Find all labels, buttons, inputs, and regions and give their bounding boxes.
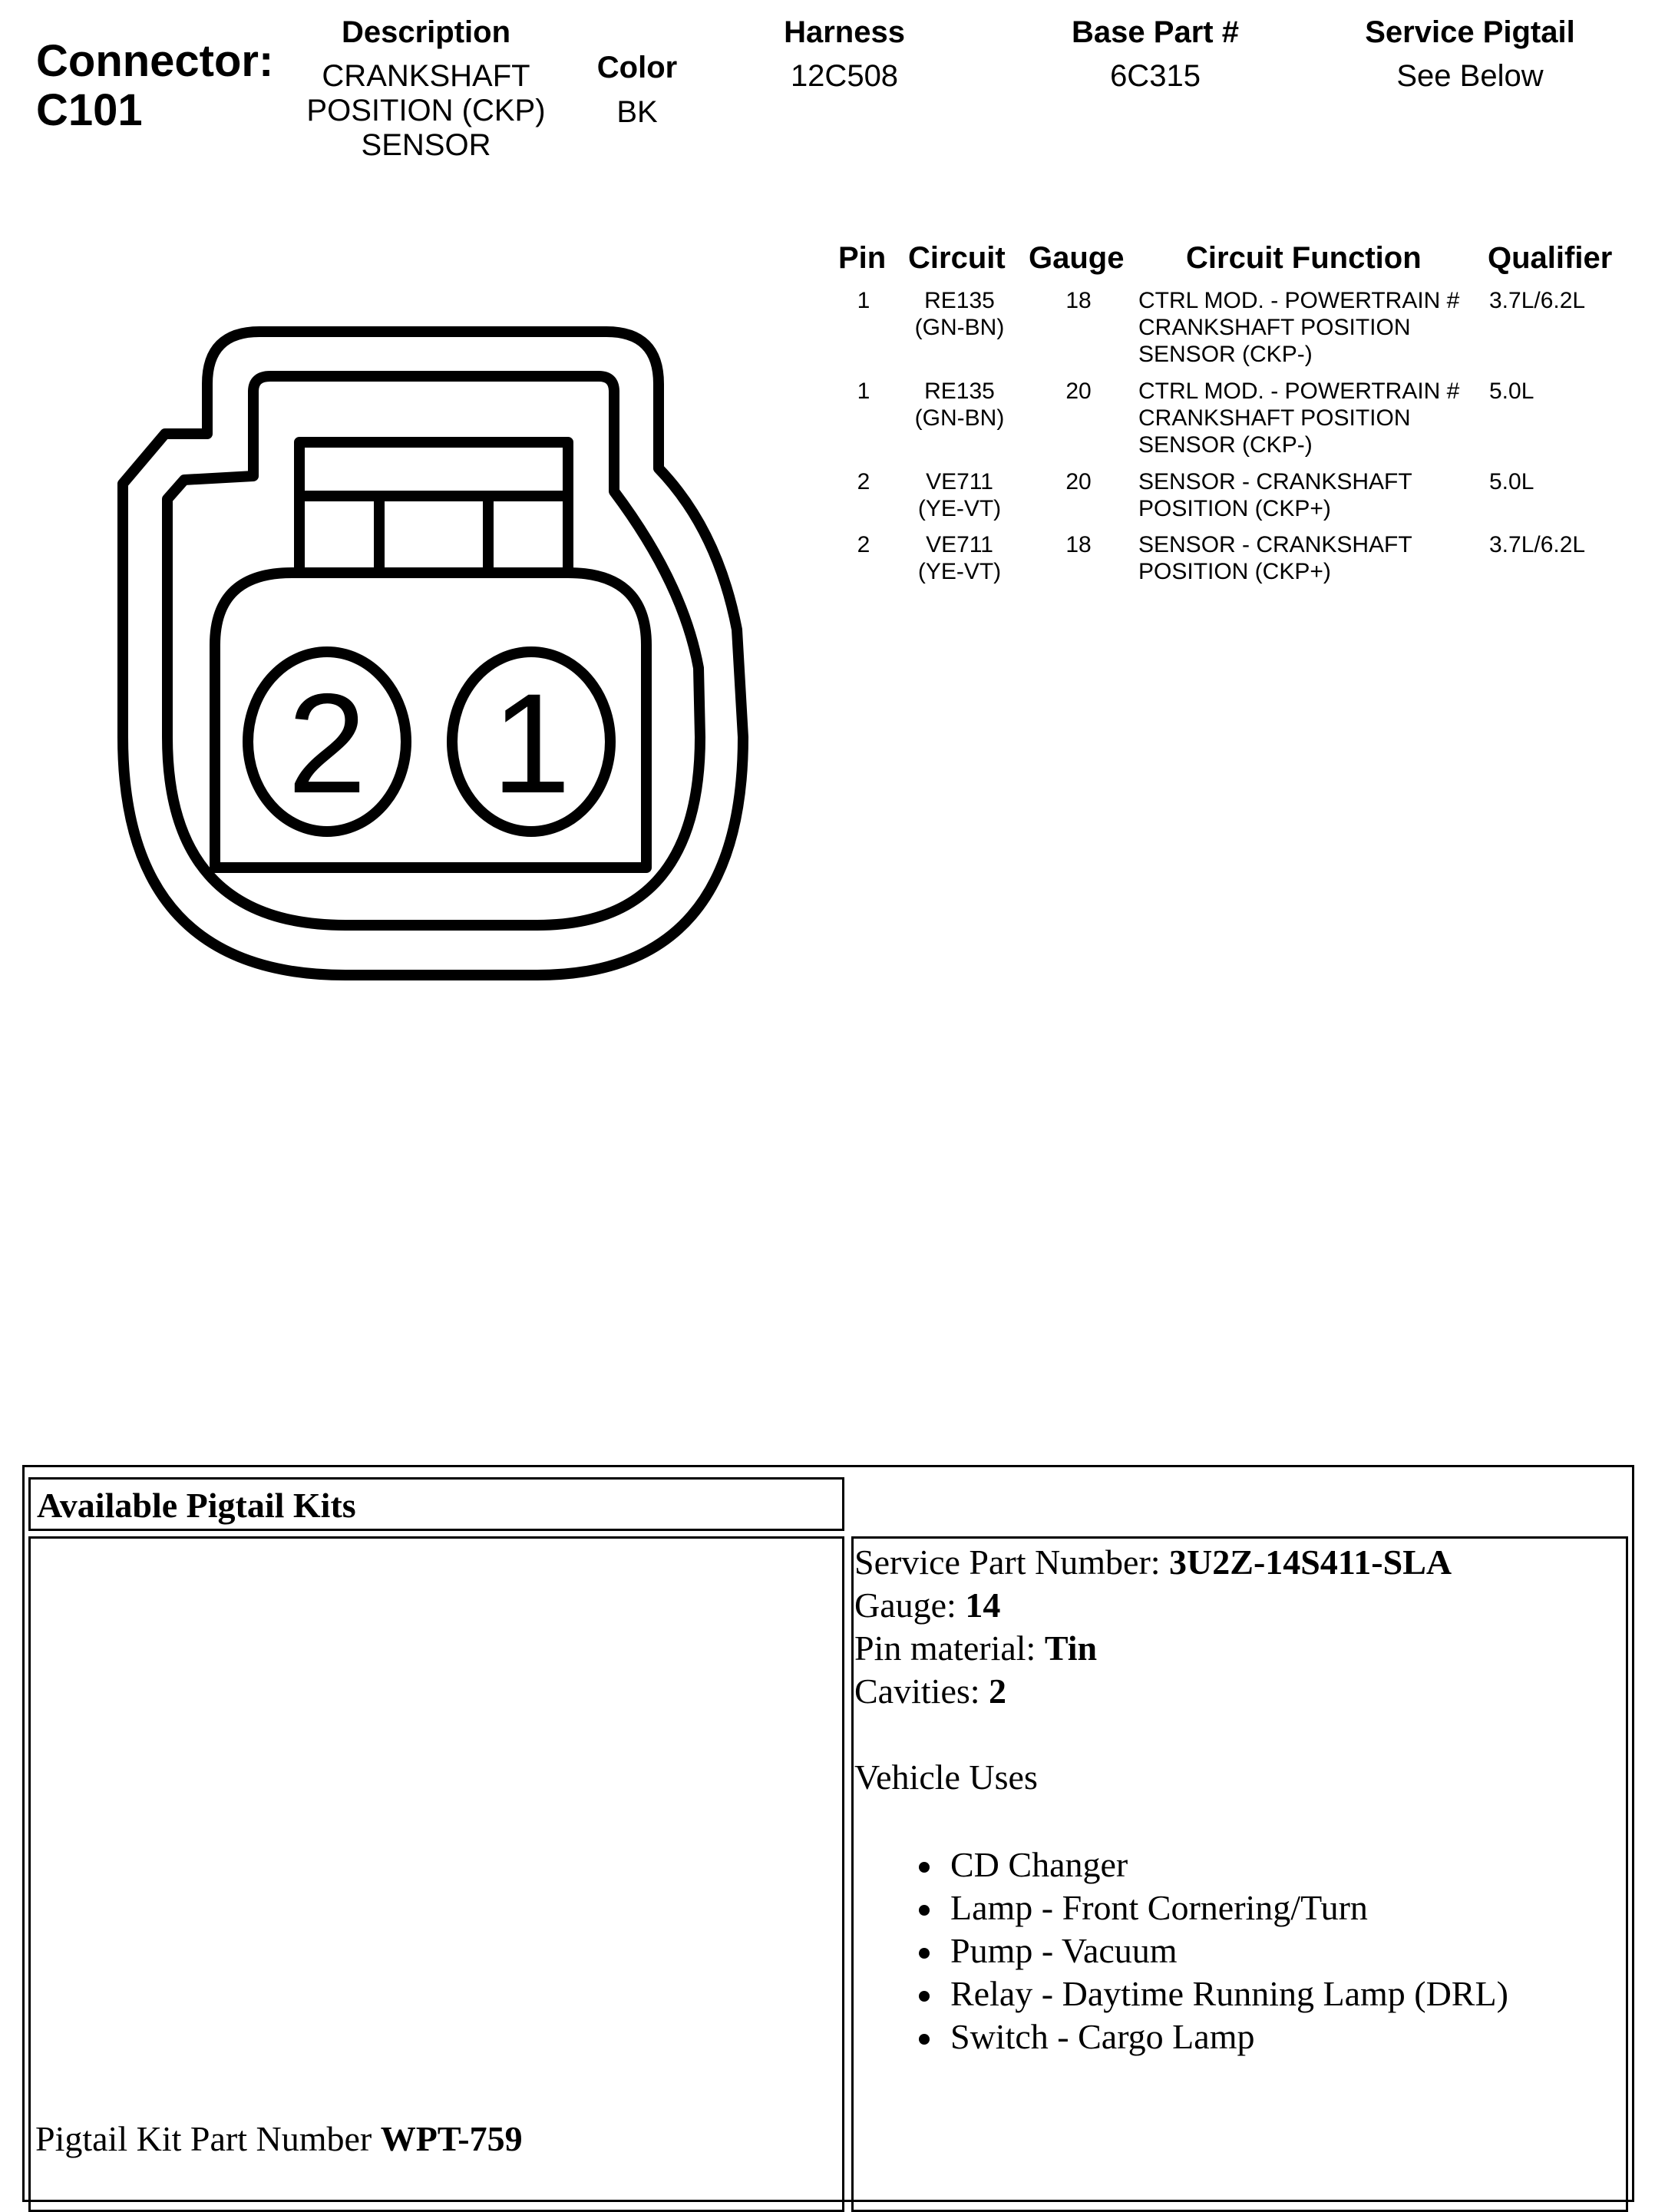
base-part-header: Base Part # (1072, 15, 1239, 49)
description-line: POSITION (CKP) (306, 94, 546, 127)
pin-number: 2 (857, 532, 870, 557)
vehicle-uses-heading: Vehicle Uses (854, 1757, 1038, 1797)
kit-part-label: Pigtail Kit Part Number (35, 2119, 381, 2158)
connector-label: Connector: (36, 36, 274, 86)
pin-material-value: Tin (1044, 1628, 1098, 1668)
circuit-code: VE711 (926, 532, 993, 557)
function-line: SENSOR (CKP-) (1138, 432, 1313, 458)
gauge-value: 18 (1065, 532, 1092, 557)
circuit-function (1138, 531, 1507, 585)
housing-inner-outline (167, 376, 700, 925)
list-item (914, 1929, 1622, 1972)
circuit-id (890, 287, 1029, 341)
qualifier-value: 5.0L (1489, 379, 1534, 404)
gauge-label: Gauge: (854, 1585, 966, 1625)
gauge-header: Gauge (1029, 241, 1125, 275)
color-header: Color (596, 51, 678, 84)
bullet-icon (919, 1991, 930, 2002)
service-pigtail-header: Service Pigtail (1365, 15, 1575, 49)
vehicle-use-label: Switch - Cargo Lamp (950, 2017, 1255, 2056)
circuit-code: VE711 (926, 469, 993, 494)
vehicle-use-label: Lamp - Front Cornering/Turn (950, 1888, 1368, 1927)
pin-number: 2 (857, 469, 870, 494)
pin-header: Pin (838, 241, 887, 275)
circuit-function (1138, 378, 1507, 458)
pigtail-kit-part-number (35, 2118, 523, 2161)
function-line: SENSOR (CKP-) (1138, 342, 1313, 367)
color-value: BK (616, 95, 658, 129)
circuit-id (890, 468, 1029, 522)
pigtail-image-cell (28, 1536, 844, 2212)
function-line: SENSOR - CRANKSHAFT (1138, 469, 1412, 494)
description-line: CRANKSHAFT (322, 59, 530, 93)
harness-value: 12C508 (790, 59, 899, 93)
list-item (914, 1886, 1622, 1929)
service-pigtail-value: See Below (1396, 59, 1544, 93)
bullet-icon (919, 1862, 930, 1873)
circuit-color: (GN-BN) (914, 315, 1005, 340)
gauge-value: 18 (1065, 288, 1092, 313)
bullet-icon (919, 2034, 930, 2045)
circuit-function (1138, 287, 1507, 368)
qualifier-value: 5.0L (1489, 469, 1534, 494)
connector-face-diagram (0, 0, 814, 1013)
gauge-value: 20 (1065, 379, 1092, 404)
function-line: POSITION (CKP+) (1138, 496, 1331, 521)
circuit-color: (GN-BN) (914, 405, 1005, 431)
pigtail-kits-title: Available Pigtail Kits (37, 1486, 356, 1525)
circuit-function (1138, 468, 1507, 522)
circuit-code: RE135 (924, 288, 995, 313)
vehicle-use-label: Pump - Vacuum (950, 1931, 1178, 1970)
pin-number: 1 (857, 288, 870, 313)
qualifier-value: 3.7L/6.2L (1489, 532, 1586, 557)
service-part-label: Service Part Number: (854, 1542, 1170, 1582)
vehicle-use-label: CD Changer (950, 1845, 1128, 1884)
latch-outline (299, 442, 568, 573)
list-item (914, 1843, 1622, 1886)
harness-header: Harness (784, 15, 905, 49)
pin-body-outline (215, 573, 646, 868)
gauge-value: 14 (965, 1585, 1001, 1625)
function-line: CTRL MOD. - POWERTRAIN # (1138, 379, 1460, 404)
function-line: POSITION (CKP+) (1138, 559, 1331, 584)
pin-material-label: Pin material: (854, 1628, 1045, 1668)
circuit-code: RE135 (924, 379, 995, 404)
bullet-icon (919, 1905, 930, 1916)
description-header: Description (341, 15, 511, 49)
description-line: SENSOR (361, 128, 491, 162)
circuit-function-header: Circuit Function (1186, 241, 1422, 275)
cavities-value: 2 (989, 1671, 1007, 1711)
qualifier-header: Qualifier (1488, 241, 1613, 275)
pigtail-details (854, 1541, 1622, 2058)
list-item (914, 1972, 1622, 2015)
pin-number: 1 (857, 379, 870, 404)
function-line: CTRL MOD. - POWERTRAIN # (1138, 288, 1460, 313)
circuit-id (890, 531, 1029, 585)
base-part-value: 6C315 (1110, 59, 1201, 93)
function-line: SENSOR - CRANKSHAFT (1138, 532, 1412, 557)
cavities (854, 1670, 1622, 1713)
service-part-value: 3U2Z-14S411-SLA (1169, 1542, 1452, 1582)
pin-material (854, 1627, 1622, 1670)
circuit-color: (YE-VT) (917, 496, 1002, 521)
kit-part-value: WPT-759 (380, 2119, 523, 2158)
pin-label-1: 1 (491, 665, 571, 823)
service-part-number (854, 1541, 1622, 1584)
circuit-id (890, 378, 1029, 431)
cavities-label: Cavities: (854, 1671, 989, 1711)
connector-id: C101 (36, 85, 143, 135)
qualifier-value: 3.7L/6.2L (1489, 288, 1586, 313)
vehicle-use-label: Relay - Daytime Running Lamp (DRL) (950, 1974, 1508, 2013)
gauge-value: 20 (1065, 469, 1092, 494)
circuit-color: (YE-VT) (917, 559, 1002, 584)
pin-label-2: 2 (287, 665, 367, 823)
pigtail-gauge (854, 1584, 1622, 1627)
function-line: CRANKSHAFT POSITION (1138, 405, 1411, 431)
circuit-header: Circuit (908, 241, 1006, 275)
list-item (914, 2015, 1622, 2058)
function-line: CRANKSHAFT POSITION (1138, 315, 1411, 340)
bullet-icon (919, 1948, 930, 1959)
vehicle-uses-list (914, 1843, 1622, 2058)
